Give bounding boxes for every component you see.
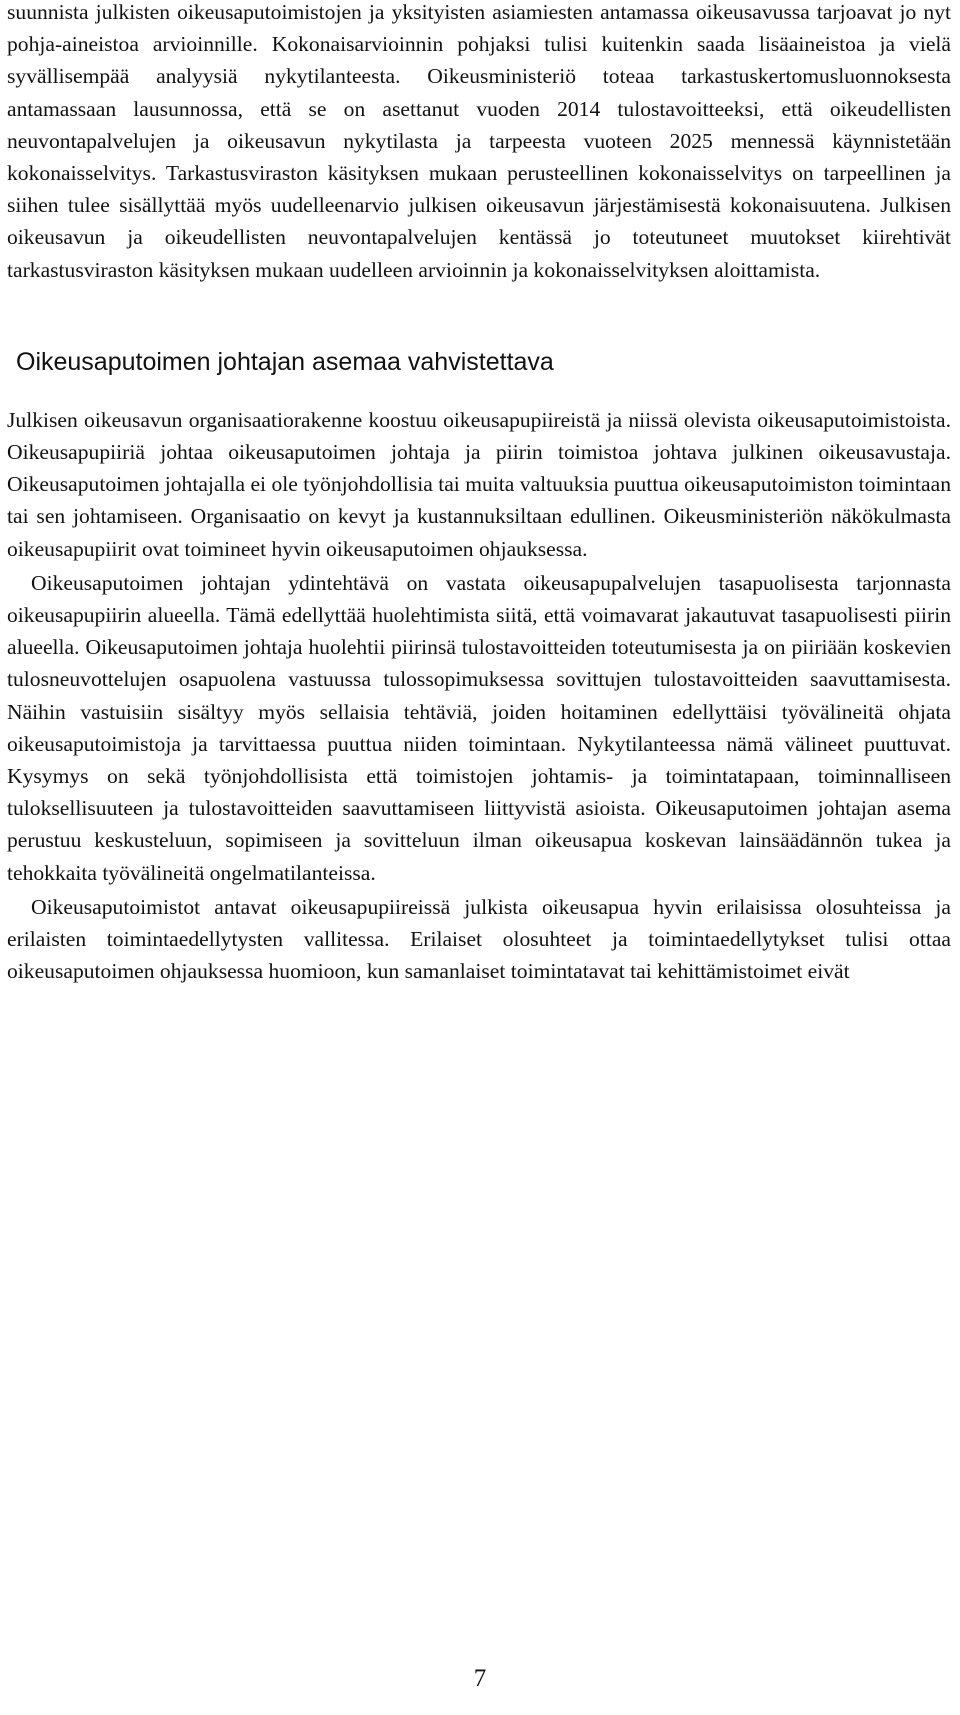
paragraph-continued: suunnista julkisten oikeusaputoimistojen ja yksityisten asiamiesten antamassa oikeusavussa tarjoavat jo nyt pohja-aineistoa arvioinnille. Kokonaisarvioinnin pohjaksi tulisi kuitenkin saada lisäaineistoa ja vielä syvällisempää analyysiä nykytilanteesta. Oikeusministeriö toteaa tarkastuskertomusluonnoksesta antamassaan lausunnossa, että se on asettanut vuoden 2014 tulostavoitteeksi, että oikeudellisten neuvontapalvelujen ja oikeusavun nykytilasta ja tarpeesta vuoteen 2025 mennessä käynnistetään kokonaisselvitys. Tarkastusviraston käsityksen mukaan perusteellinen kokonaisselvitys on tarpeellinen ja siihen tulee sisällyttää myös uudelleenarvio julkisen oikeusavun järjestämisestä kokonaisuutena. Julkisen oikeusavun ja oikeudellisten neuvontapalvelujen kentässä jo toteutuneet muutokset kiirehtivät tarkastusviraston käsityksen mukaan uudelleen arvioinnin ja kokonaisselvityksen aloittamista.	[7, 0, 951, 282]
page-number: 7	[473, 1665, 487, 1692]
paragraph-organisation: Julkisen oikeusavun organisaatiorakenne koostuu oikeusapupiireistä ja niissä olevista oikeusaputoimistoista. Oikeusapupiiriä johtaa oikeusaputoimen johtaja ja piirin toimistoa johtava julkinen oikeusavustaja. Oikeusaputoimen johtajalla ei ole työnjohdollisia tai muita valtuuksia puuttua oikeusaputoimiston toimintaan tai sen johtamiseen. Organisaatio on kevyt ja kustannuksiltaan edullinen. Oikeusministeriön näkökulmasta oikeusapupiirit ovat toimineet hyvin oikeusaputoimen ohjauksessa.	[7, 407, 951, 561]
document-page	[7, 0, 951, 987]
paragraph-offices: Oikeusaputoimistot antavat oikeusapupiireissä julkista oikeusapua hyvin erilaisissa olosuhteissa ja erilaisten toimintaedellytysten vallitessa. Erilaiset olosuhteet ja toimintaedellytykset tulisi ottaa oikeusaputoimen ohjauksessa huomioon, kun samanlaiset toimintatavat tai kehittämistoimet eivät	[7, 894, 951, 984]
section-heading: Oikeusaputoimen johtajan asemaa vahvistettava	[16, 347, 554, 376]
paragraph-director-duties: Oikeusaputoimen johtajan ydintehtävä on vastata oikeusapupalvelujen tasapuolisesta tarjonnasta oikeusapupiirin alueella. Tämä edellyttää huolehtimista siitä, että voimavarat jakautuvat tasapuolisesti piirin alueella. Oikeusaputoimen johtaja huolehtii piirinsä tulostavoitteiden toteutumisesta ja on piiriään koskevien tulosneuvottelujen osapuolena vastuussa tulossopimuksessa sovittujen tulostavoitteiden saavuttamisesta. Näihin vastuisiin sisältyy myös sellaisia tehtäviä, joiden hoitaminen edellyttäisi työvälineitä ohjata oikeusaputoimistoja ja tarvittaessa puuttua niiden toimintaan. Nykytilanteessa nämä välineet puuttuvat. Kysymys on sekä työnjohdollisista että toimistojen johtamis- ja toimintatapaan, toiminnalliseen tuloksellisuuteen ja tulostavoitteiden saavuttamiseen liittyvistä asioista. Oikeusaputoimen johtajan asema perustuu keskusteluun, sopimiseen ja sovitteluun ilman oikeusapua koskevan lainsäädännön tukea ja tehokkaita työvälineitä ongelmatilanteissa.	[7, 570, 951, 885]
